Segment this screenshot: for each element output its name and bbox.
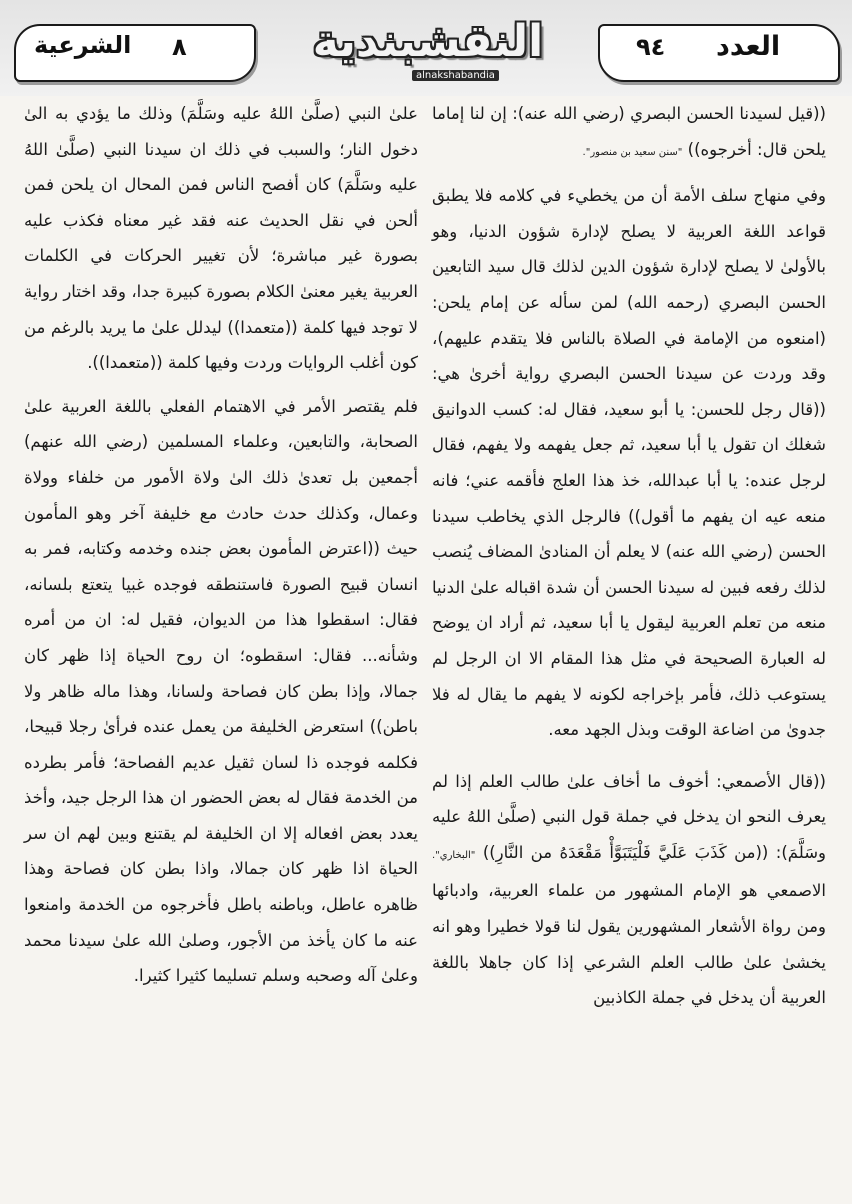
- magazine-logo: [300, 12, 556, 84]
- paragraph: فلم يقتصر الأمر في الاهتمام الفعلي باللغة العربية علىٰ الصحابة، والتابعين، وعلماء المسلمين (رضي الله عنهم) أجمعين بل تعدىٰ ذلك الىٰ ولاة الأمور من خلفاء وولاة وعمال، وكذلك حدث حادث مع خليفة آخر وهو المأمون حيث ((اعترض المأمون بعض جنده وخدمه وكتابه، فمر به انسان قبيح الصورة فاستنطقه فوجده غبيا يتعتع بلسانه، فقال: اسقطوا هذا من الديوان، فقيل له: ان من أمره وشأنه... فقال: اسقطوه؛ ان روح الحياة إذا ظهر كان جمالا، وإذا بطن كان فصاحة ولسانا، وهذا ماله ظاهر ولا باطن)) استعرض الخليفة من يعمل عنده فرأىٰ رجلا قبيحا، فكلمه فوجده ذا لسان ثقيل عديم الفصاحة؛ فأمر بطرده من الخدمة فقال له بعض الحضور ان هذا الرجل جيد، وأخذ يعدد بعض افعاله إلا ان الخليفة لم يقتنع وبين لهم ان سر الحياة اذا ظهر كان جمالا، واذا بطن كان فصاحة وهذا ظاهره عاطل، وباطنه باطل فأخرجوه من الخدمة وامنعوا عنه ما كان يأخذ من الأجور، وصلىٰ الله علىٰ سيدنا محمد وعلىٰ آله وصحبه وسلم تسليما كثيرا كثيرا.: [24, 396, 418, 986]
- issue-number: ٩٤: [636, 33, 666, 61]
- right-column: [432, 96, 826, 1016]
- quote-hasan: ((قيل لسيدنا الحسن البصري (رضي الله عنه): إن لنا إماما يلحن قال: أخرجوه)): [432, 104, 826, 159]
- logo-wordmark: النقشبندية: [312, 16, 544, 67]
- quote-asmai: ((قال الأصمعي: أخوف ما أخاف علىٰ طالب العلم إذا لم يعرف النحو ان يدخل في جملة قول النبي (صلَّىٰ اللهُ عليه وسَلَّمَ): ((من كَذَبَ عَلَيَّ فَلْيَتَبَوَّأْ مَقْعَدَهُ من النَّارِ)): [432, 771, 826, 862]
- section-title: الشرعية: [34, 31, 132, 59]
- left-column: [24, 96, 418, 994]
- reference: "البخاري".: [432, 849, 476, 861]
- paragraph: علىٰ النبي (صلَّىٰ اللهُ عليه وسَلَّمَ) وذلك ما يؤدي به الىٰ دخول النار؛ والسبب في ذلك ان سيدنا النبي (صلَّىٰ اللهُ عليه وسَلَّمَ) كان أفصح الناس فمن المحال ان يلحن فمن ألحن في نقل الحديث عنه فقد غير معناه فكذب عليه بصورة غير مباشرة؛ لأن تغيير الحركات في الكلمات العربية يغير معنىٰ الكلام بصورة كبيرة جدا، وقد اختار رواية لا توجد فيها كلمة ((متعمدا)) ليدلل علىٰ ما يريد بالرغم من كون أغلب الروايات وردت وفيها كلمة ((متعمدا)).: [24, 104, 418, 373]
- paragraph: وفي منهاج سلف الأمة أن من يخطيء في كلامه فلا يطبق قواعد اللغة العربية لا يصلح لإدارة شؤون الدنيا، وهو بالأولىٰ لا يصلح لإدارة شؤون الدين لذلك قال سيد التابعين الحسن البصري (رحمه الله) لمن سأله عن إمام يلحن: (امنعوه من الإمامة في الصلاة بالناس فلا يتقدم عليهم)، وقد وردت عن سيدنا الحسن البصري رواية أخرىٰ هي: ((قال رجل للحسن: يا أبو سعيد، فقال له: كسب الدوانيق شغلك ان تقول يا أبا سعيد، ثم جعل يفهمه ولا يفهم، فقال لرجل عنده: يا أبا عبدالله، خذ هذا العلج فأقمه عني؛ فانه منعه عيه ان يفهم ما أقول)) فالرجل الذي يخاطب سيدنا الحسن (رضي الله عنه) لا يعلم أن المنادىٰ المضاف يُنصب لذلك رفعه فبين له سيدنا الحسن أن شدة اقباله علىٰ الدنيا منعه من تعلم العربية ليقول يا أبا سعيد، ثم أراد ان يوضح له العبارة الصحيحة في مثل هذا المقام الا ان الرجل لم يستوعب ذلك، فأمر بإخراجه لكونه لا يفهم ما يقال له فلا جدوىٰ من اضاعة الوقت وبذل الجهد معه.: [432, 186, 826, 740]
- paragraph: [432, 96, 826, 170]
- paragraph: [432, 764, 826, 1016]
- issue-label: العدد: [716, 31, 781, 62]
- page-number: ٨: [172, 33, 187, 61]
- commentary: الاصمعي هو الإمام المشهور من علماء العربية، وادبائها ومن رواة الأشعار المشهورين يقول لنا قولا خطيرا وهو انه يخشىٰ علىٰ طالب العلم الشرعي إذا كان جاهلا باللغة العربية أن يدخل في جملة الكاذبين: [432, 881, 826, 1008]
- reference: "سنن سعيد بن منصور".: [582, 146, 683, 158]
- logo-url: alnakshabandia: [412, 70, 499, 81]
